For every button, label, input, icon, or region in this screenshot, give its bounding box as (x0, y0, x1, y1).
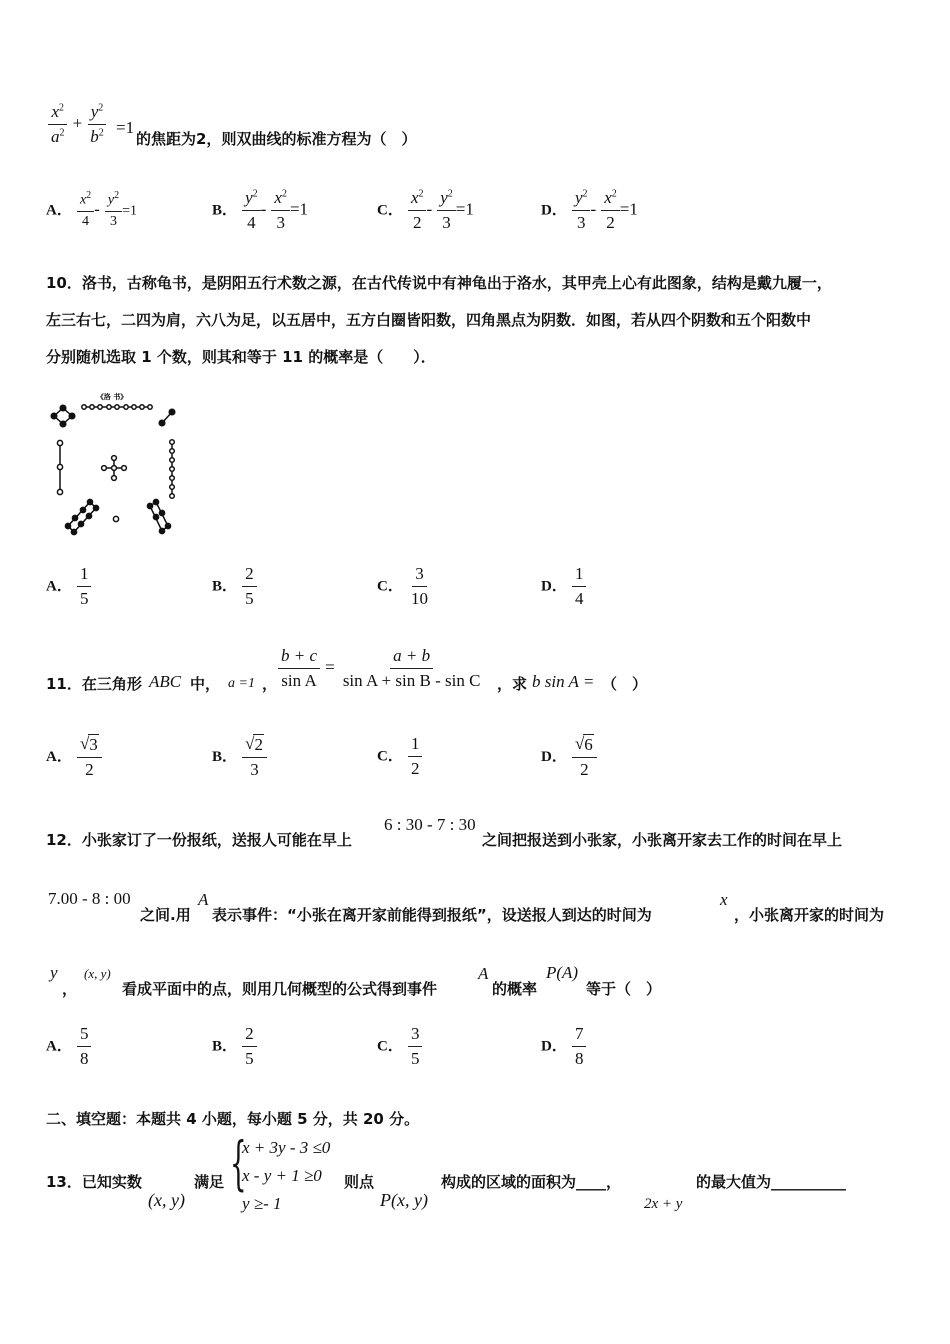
q13-part-3: 则点 (344, 1173, 375, 1191)
q12-part-2: 之间把报送到小张家，小张离开家去工作的时间在早上 (482, 831, 843, 849)
q10-option-b[interactable]: B． $\frac{2}{5}$ (212, 564, 257, 608)
q12-time-range-1: 6 : 30 - 7 : 30 (384, 815, 476, 834)
q11-triangle-abc: ABC (149, 672, 182, 691)
q13-constraint-1: x + 3y - 3 ≤0 (242, 1138, 331, 1157)
q9-stem: 的焦距为2，则双曲线的标准方程为（ ） (136, 130, 417, 148)
q11-prefix: 11．在三角形 (46, 675, 142, 693)
q13-part-2: 满足 (194, 1173, 225, 1191)
q9-option-c[interactable]: C． $\frac{x^2}{2}$ - $\frac{y^2}{3}$ =1 (377, 188, 474, 232)
q10-line-2: 左三右七，二四为肩，六八为足，以五居中，五方白圈皆阳数，四角黑点为阴数．如图，若从四个阴数和五个阳数中 (46, 311, 812, 329)
q13-point-p: P(x, y) (380, 1190, 428, 1210)
q12-option-c[interactable]: C． $\frac{3}{5}$ (377, 1024, 422, 1068)
luoshu-figure (46, 386, 186, 538)
section-heading: 二、填空题：本题共 4 小题，每小题 5 分，共 20 分。 (46, 1110, 420, 1128)
q10-option-d[interactable]: D． $\frac{1}{4}$ (541, 564, 586, 608)
q11-mid: 中， (190, 675, 221, 693)
q13-constraint-3: y ≥- 1 (242, 1194, 282, 1213)
q12-part-1: 12．小张家订了一份报纸，送报人可能在早上 (46, 831, 352, 849)
q11-a-eq: a =1 (228, 676, 255, 691)
luoshu-title: 《洛 书》 (96, 393, 128, 401)
q13-point-xy: (x, y) (148, 1190, 185, 1210)
q11-comma: ， (262, 675, 278, 693)
q11-target: b sin A = (532, 672, 595, 691)
q11-ask: ，求 (497, 675, 528, 693)
q13-brace: { (230, 1129, 247, 1197)
q13-part-5: 的最大值为__________ (696, 1173, 847, 1191)
q11-paren: （ ） (602, 675, 648, 693)
q13-constraints (242, 1134, 330, 1218)
q12-part-7: 看成平面中的点，则用几何概型的公式得到事件 (122, 980, 438, 998)
q11-option-a[interactable]: A． √ 3 2 (46, 734, 102, 779)
q11-option-b[interactable]: B． √ 2 3 (212, 734, 267, 779)
q11-option-d[interactable]: D． √ 6 2 (541, 734, 597, 779)
q9-option-b[interactable]: B． $\frac{y^2}{4}$ - $\frac{x^2}{3}$ =1 (212, 188, 309, 232)
q9-eq-tail: =1 (116, 118, 135, 137)
q11-equation: $\frac{b + c}{\text{sin A}}$ = $\frac{a + b}{\text{sin A + sin B - sin C}}$ (278, 646, 483, 690)
q11-option-c[interactable]: C． $\frac{1}{2}$ (377, 734, 422, 778)
q12-part-5: ，小张离开家的时间为 (734, 906, 885, 924)
q10-line-3: 分别随机选取 1 个数，则其和等于 11 的概率是（ ）． (46, 348, 436, 366)
q12-event-a: A (198, 890, 209, 909)
q12-probability: P(A) (546, 963, 579, 982)
q12-event-a-2: A (478, 964, 489, 983)
q12-option-d[interactable]: D． $\frac{7}{8}$ (541, 1024, 586, 1068)
q12-option-b[interactable]: B． $\frac{2}{5}$ (212, 1024, 257, 1068)
q9-option-a[interactable]: A． $\frac{x^2}{4}$ - $\frac{y^2}{3}$ =1 (46, 190, 138, 229)
q10-line-1: 10．洛书，古称龟书，是阴阳五行术数之源，在古代传说中有神龟出于洛水，其甲壳上心有此图象，结构是戴九履一， (46, 274, 832, 292)
q13-expression: 2x + y (644, 1196, 683, 1212)
q10-option-c[interactable]: C． $\frac{3}{10}$ (377, 564, 428, 608)
q13-part-1: 13．已知实数 (46, 1173, 142, 1191)
q12-part-9: 等于（ ） (586, 980, 662, 998)
q12-part-8: 的概率 (492, 980, 538, 998)
q9-equation: $\frac{x^2}{a^2}$ + $\frac{y^2}{b^2}$ (48, 102, 107, 146)
q13-constraint-2: x - y + 1 ≥0 (242, 1166, 322, 1185)
q12-time-range-2: 7.00 - 8 : 00 (48, 889, 131, 908)
q9-option-d[interactable]: D． $\frac{y^2}{3}$ - $\frac{x^2}{2}$ =1 (541, 188, 638, 232)
q12-point-xy: (x, y) (84, 966, 111, 981)
q12-var-x: x (720, 890, 728, 909)
q12-part-6: ， (62, 980, 78, 998)
q12-option-a[interactable]: A． $\frac{5}{8}$ (46, 1024, 91, 1068)
q12-var-y: y (50, 963, 58, 982)
q12-part-3: 之间.用 (140, 906, 191, 924)
q12-part-4: 表示事件：“小张在离开家前能得到报纸”，设送报人到达的时间为 (212, 906, 652, 924)
q13-part-4: 构成的区域的面积为____， (441, 1173, 622, 1191)
q10-option-a[interactable]: A． $\frac{1}{5}$ (46, 564, 91, 608)
